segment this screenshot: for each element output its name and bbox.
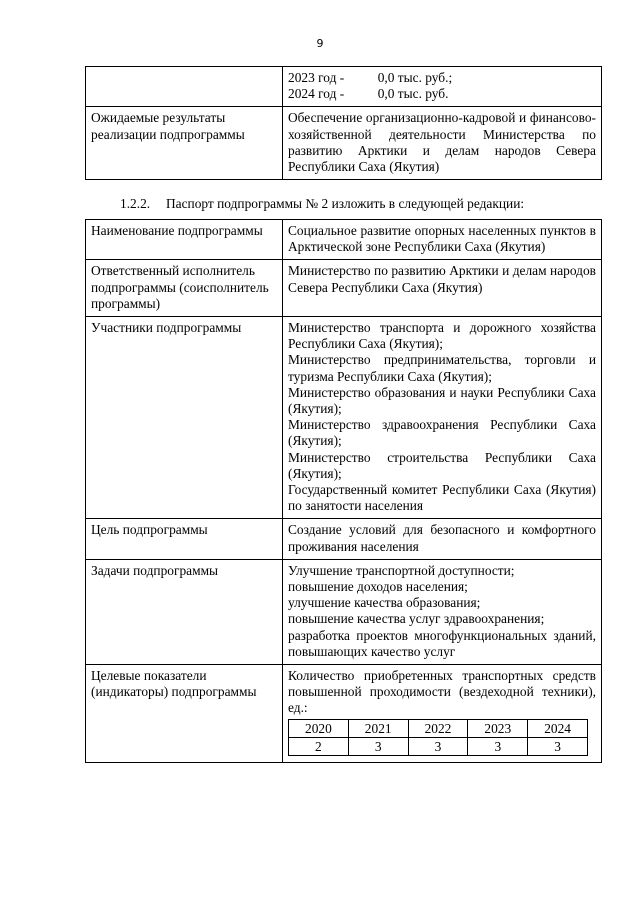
executor-value: Министерство по развитию Арктики и делам народов Севера Республики Саха (Якутия): [283, 260, 602, 317]
list-item: Государственный комитет Республики Саха (Якутия) по занятости населения: [288, 482, 596, 514]
page-number: 9: [316, 37, 324, 50]
list-item: Министерство предпринимательства, торговли и туризма Республики Саха (Якутия);: [288, 352, 596, 384]
funding-cell: [283, 67, 602, 107]
funding-line-2024: 2024 год - 0,0 тыс. руб.: [288, 86, 449, 102]
goal-value: Создание условий для безопасного и комфортного проживания населения: [283, 519, 602, 559]
participants-list: [283, 317, 602, 519]
list-item: улучшение качества образования;: [288, 595, 481, 611]
table-row: [86, 317, 602, 519]
funding-line-2023: 2023 год - 0,0 тыс. руб.;: [288, 70, 453, 85]
indicator-year: 2022: [408, 719, 468, 737]
indicator-value: 3: [348, 737, 408, 755]
indicator-value: 2: [289, 737, 349, 755]
list-item: Улучшение транспортной доступности;: [288, 562, 515, 578]
amendment-paragraph: [120, 196, 600, 212]
indicator-value: 3: [468, 737, 528, 755]
list-item: Министерство здравоохранения Республики Саха (Якутия);: [288, 417, 596, 449]
results-value: Обеспечение организационно-кадровой и финансово-хозяйственной деятельности Министерства по развитию Арктики и делам народов Севера Республики Саха (Якутия): [283, 107, 602, 180]
amendment-text: Паспорт подпрограммы № 2 изложить в следующей редакции:: [166, 196, 525, 211]
indicators-table: [288, 719, 588, 756]
list-item: повышение доходов населения;: [288, 579, 468, 595]
results-label: Ожидаемые результаты реализации подпрограммы: [86, 107, 283, 180]
list-item: повышение качества услуг здравоохранения;: [288, 611, 545, 627]
indicators-text: Количество приобретенных транспортных средств повышенной проходимости (вездеходной техники), ед.:: [288, 668, 596, 716]
indicator-value: 3: [528, 737, 588, 755]
tasks-list: [283, 559, 602, 664]
table-row: [86, 260, 602, 317]
name-value: Социальное развитие опорных населенных пунктов в Арктической зоне Республики Саха (Якутия): [283, 220, 602, 260]
passport-table-continued: [85, 66, 602, 180]
indicator-values-row: [289, 737, 588, 755]
table-row: [86, 665, 602, 763]
passport-table-subprogram-2: [85, 219, 602, 763]
table-row: [86, 519, 602, 559]
table-row: [86, 220, 602, 260]
table-row: [86, 67, 602, 107]
list-item: разработка проектов многофункциональных зданий, повышающих качество услуг: [288, 627, 596, 659]
executor-label: Ответственный исполнитель подпрограммы (соисполнитель программы): [86, 260, 283, 317]
list-item: Министерство образования и науки Республики Саха (Якутия);: [288, 384, 596, 417]
amendment-number: 1.2.2.: [120, 196, 151, 211]
indicator-year: 2024: [528, 719, 588, 737]
list-item: Министерство транспорта и дорожного хозяйства Республики Саха (Якутия);: [288, 320, 596, 352]
indicator-value: 3: [408, 737, 468, 755]
indicators-label: Целевые показатели (индикаторы) подпрограммы: [86, 665, 283, 763]
participants-label: Участники подпрограммы: [86, 317, 283, 519]
tasks-label: Задачи подпрограммы: [86, 559, 283, 664]
indicators-cell: [283, 665, 602, 763]
name-label: Наименование подпрограммы: [86, 220, 283, 260]
goal-label: Цель подпрограммы: [86, 519, 283, 559]
indicator-years-row: [289, 719, 588, 737]
indicator-year: 2020: [289, 719, 349, 737]
indicator-year: 2021: [348, 719, 408, 737]
table-row: [86, 107, 602, 180]
empty-cell: [86, 67, 283, 107]
table-row: [86, 559, 602, 664]
indicator-year: 2023: [468, 719, 528, 737]
list-item: Министерство строительства Республики Саха (Якутия);: [288, 449, 596, 481]
